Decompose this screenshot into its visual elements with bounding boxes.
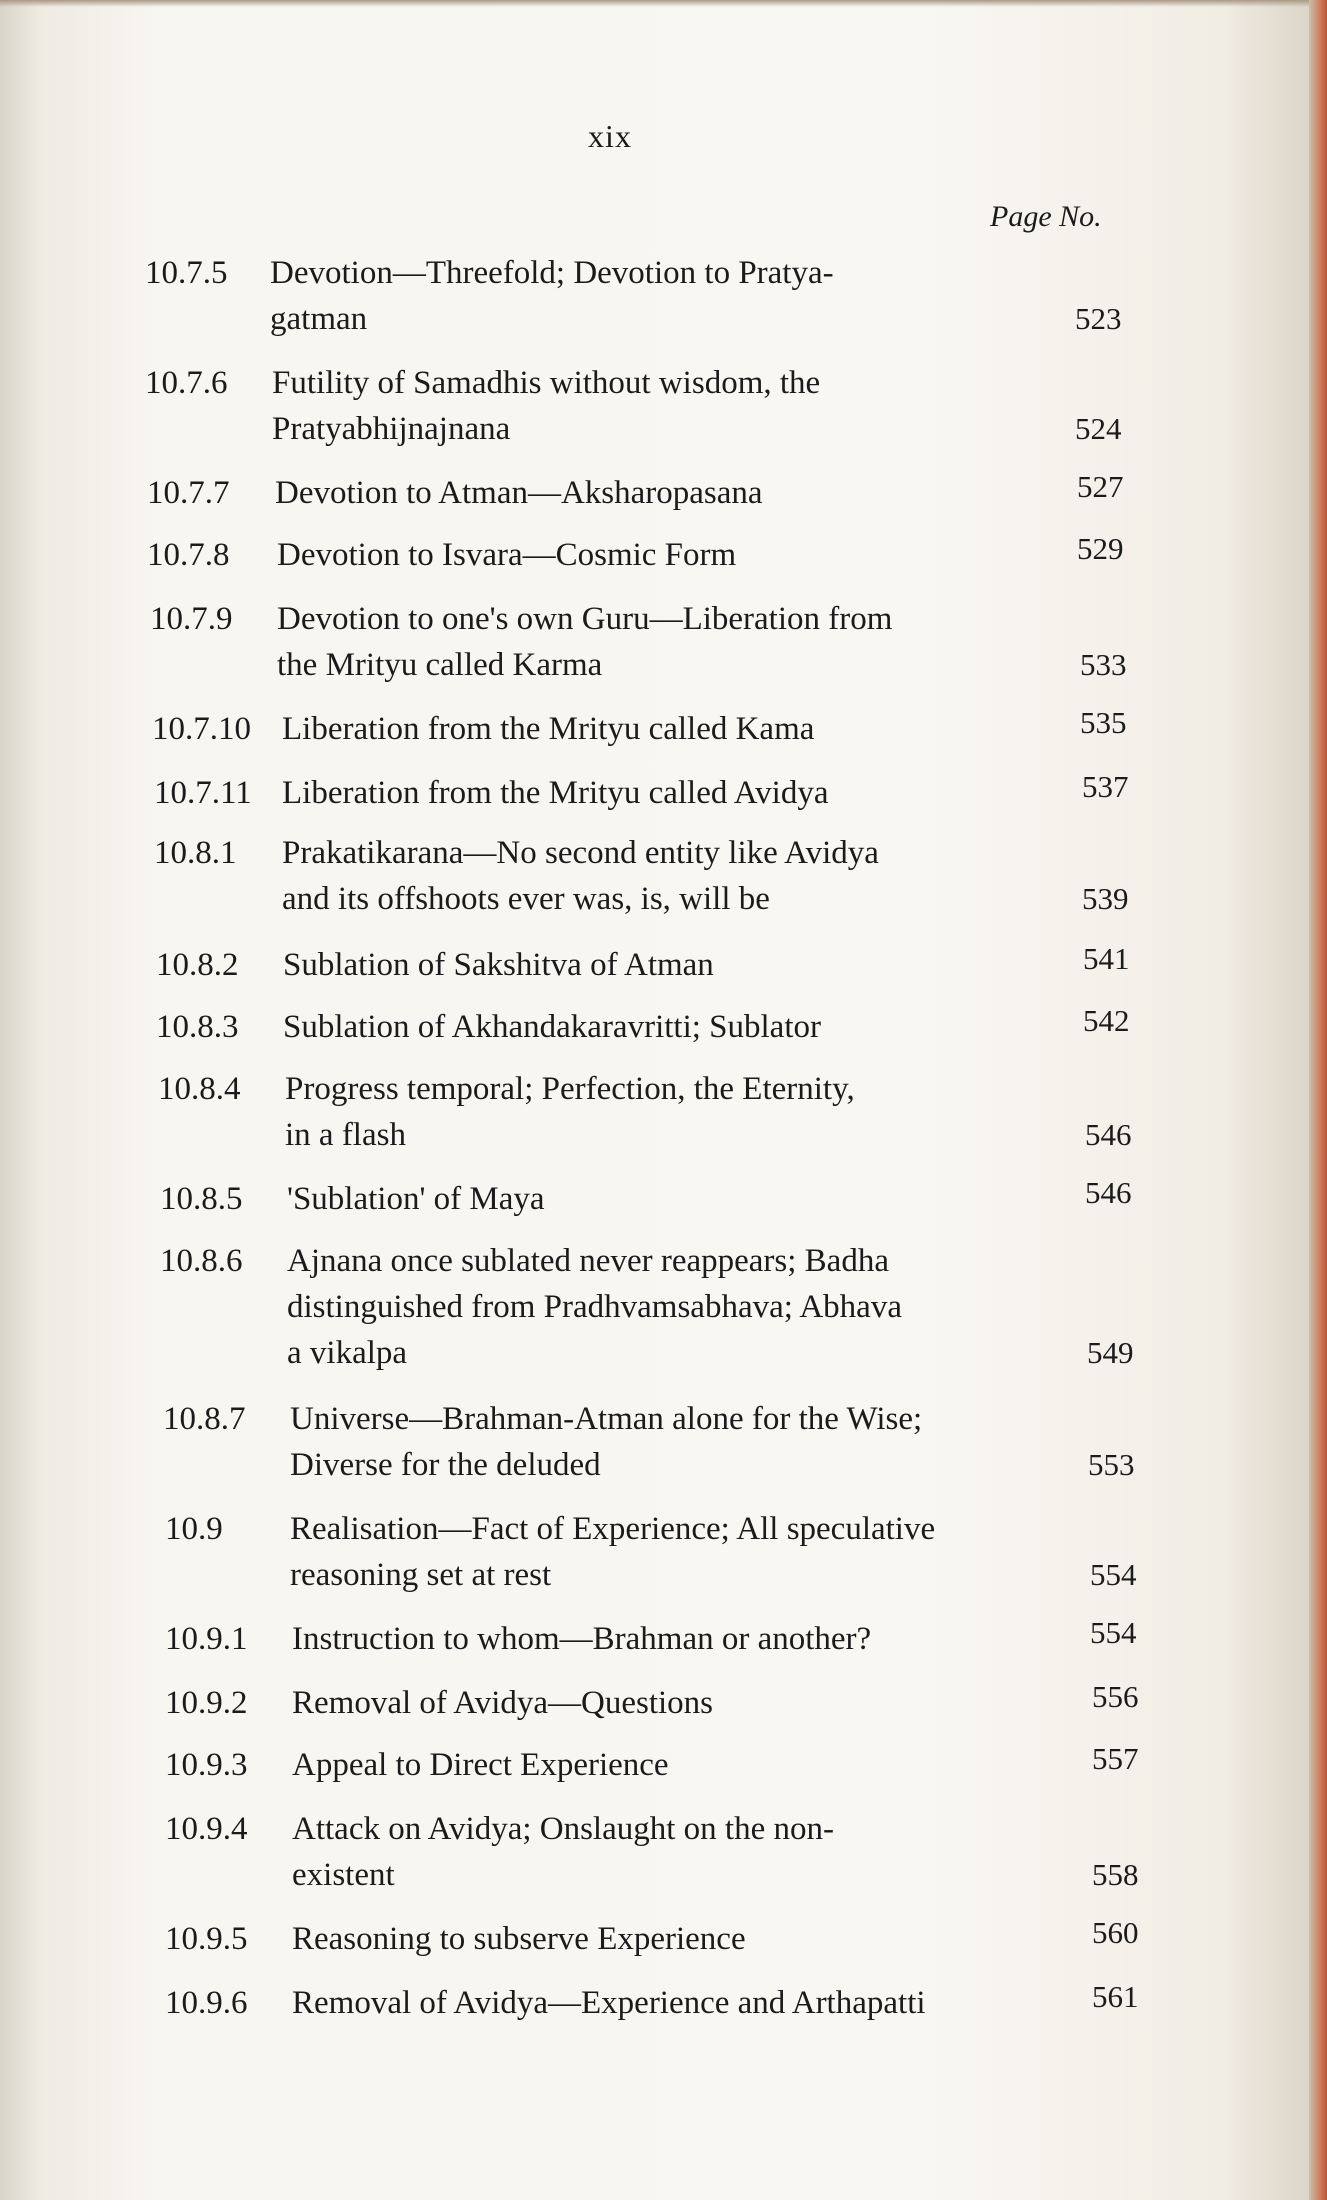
toc-entry-page: 557	[1092, 1741, 1139, 1776]
toc-entry-title	[287, 1238, 902, 1376]
toc-entry-page: 546	[1085, 1117, 1132, 1152]
toc-entry-title-line: Instruction to whom—Brahman or another?	[292, 1621, 872, 1657]
toc-entry-number: 10.8.6	[160, 1243, 243, 1279]
toc-entry-title	[292, 1616, 871, 1662]
toc-entry-title-line: Liberation from the Mrityu called Avidya	[282, 775, 829, 811]
page-number: xix	[588, 118, 632, 154]
toc-entry-title-line: reasoning set at rest	[290, 1557, 552, 1593]
toc-entry-title-line: Devotion—Threefold; Devotion to Pratya-	[270, 255, 834, 291]
toc-entry-title	[275, 470, 763, 516]
toc-entry-page: 523	[1075, 301, 1122, 336]
toc-entry-number: 10.9	[165, 1511, 223, 1547]
toc-entry-page: 553	[1088, 1447, 1135, 1482]
toc-entry-page: 541	[1083, 941, 1130, 976]
toc-entry-number: 10.9.5	[165, 1921, 248, 1957]
toc-entry-title-line: in a flash	[285, 1117, 406, 1153]
toc-entry-title-line: Removal of Avidya—Experience and Arthapatti	[292, 1985, 926, 2021]
toc-entry-title-line: Realisation—Fact of Experience; All speculative	[290, 1511, 936, 1547]
toc-entry-title-line: Devotion to Isvara—Cosmic Form	[277, 537, 737, 573]
toc-entry-number: 10.7.10	[152, 711, 251, 747]
toc-entry-title	[282, 706, 814, 752]
toc-entry-title-line: Sublation of Sakshitva of Atman	[283, 947, 714, 983]
toc-entry-number: 10.8.7	[163, 1401, 246, 1437]
toc-entry-number: 10.8.5	[160, 1181, 243, 1217]
toc-entry-title-line: Removal of Avidya—Questions	[292, 1685, 714, 1721]
toc-entry-number: 10.7.8	[147, 537, 230, 573]
toc-entry-title	[272, 360, 820, 452]
toc-entry-title	[277, 532, 736, 578]
toc-entry-title	[292, 1980, 926, 2026]
toc-entry-title-line: Diverse for the deluded	[290, 1447, 601, 1483]
toc-entry-title-line: Sublation of Akhandakaravritti; Sublator	[283, 1009, 821, 1045]
toc-entry-title-line: Progress temporal; Perfection, the Eternity,	[285, 1071, 855, 1107]
toc-entry-title-line: Pratyabhijnajnana	[272, 411, 511, 447]
toc-entry-title-line: a vikalpa	[287, 1335, 408, 1371]
toc-entry-number: 10.7.9	[150, 601, 233, 637]
toc-entry-title-line: Universe—Brahman-Atman alone for the Wise;	[290, 1401, 923, 1437]
toc-entry-page: 529	[1077, 531, 1124, 566]
page-number-column-header: Page No.	[990, 200, 1102, 233]
toc-entry-number: 10.7.5	[145, 255, 228, 291]
toc-entry-page: 537	[1082, 769, 1129, 804]
toc-entry-number: 10.7.11	[154, 775, 252, 811]
toc-entry-number: 10.8.4	[158, 1071, 241, 1107]
toc-entry-title	[277, 596, 892, 688]
toc-entry-title-line: Liberation from the Mrityu called Kama	[282, 711, 815, 747]
toc-entry-title-line: the Mrityu called Karma	[277, 647, 603, 683]
toc-entry-page: 556	[1092, 1679, 1139, 1714]
toc-entry-title	[292, 1806, 834, 1898]
toc-entry-title	[270, 250, 834, 342]
toc-entry-number: 10.9.4	[165, 1811, 248, 1847]
toc-entry-title	[292, 1916, 746, 1962]
toc-entry-page: 535	[1080, 705, 1127, 740]
toc-entry-number: 10.7.7	[147, 475, 230, 511]
toc-entry-page: 554	[1090, 1557, 1137, 1592]
toc-entry-number: 10.9.2	[165, 1685, 248, 1721]
toc-entry-title	[292, 1742, 669, 1788]
toc-entry-number: 10.8.1	[154, 835, 237, 871]
toc-entry-page: 533	[1080, 647, 1127, 682]
toc-entry-title-line: Appeal to Direct Experience	[292, 1747, 669, 1783]
toc-entry-page: 549	[1087, 1335, 1134, 1370]
toc-entry-number: 10.8.2	[156, 947, 239, 983]
toc-entry-title	[287, 1176, 545, 1222]
toc-entry-title	[283, 1004, 821, 1050]
toc-entry-page: 558	[1092, 1857, 1139, 1892]
toc-entry-title-line: Devotion to Atman—Aksharopasana	[275, 475, 763, 511]
toc-entry-page: 539	[1082, 881, 1129, 916]
toc-entry-title-line: Ajnana once sublated never reappears; Badha	[287, 1243, 889, 1279]
toc-entry-page: 560	[1092, 1915, 1139, 1950]
toc-entry-page: 542	[1083, 1003, 1130, 1038]
toc-entry-title-line: Reasoning to subserve Experience	[292, 1921, 746, 1957]
toc-entry-title-line: and its offshoots ever was, is, will be	[282, 881, 770, 917]
toc-entry-title-line: Futility of Samadhis without wisdom, the	[272, 365, 821, 401]
toc-entry-title	[292, 1680, 713, 1726]
toc-entry-title-line: existent	[292, 1857, 395, 1893]
toc-entry-page: 527	[1077, 469, 1124, 504]
toc-entry-title-line: gatman	[270, 301, 368, 337]
toc-entry-title	[282, 830, 879, 922]
toc-entry-title	[282, 770, 828, 816]
toc-entry-title	[290, 1506, 935, 1598]
toc-entry-number: 10.7.6	[145, 365, 228, 401]
toc-entry-title-line: Attack on Avidya; Onslaught on the non-	[292, 1811, 834, 1847]
toc-entry-page: 524	[1075, 411, 1122, 446]
toc-entry-number: 10.8.3	[156, 1009, 239, 1045]
toc-entry-number: 10.9.6	[165, 1985, 248, 2021]
toc-entry-title-line: Prakatikarana—No second entity like Avidya	[282, 835, 879, 871]
toc-entry-title	[290, 1396, 922, 1488]
toc-entry-title-line: 'Sublation' of Maya	[287, 1181, 545, 1217]
toc-entry-number: 10.9.3	[165, 1747, 248, 1783]
toc-entry-title	[285, 1066, 855, 1158]
toc-entry-page: 561	[1092, 1979, 1139, 2014]
toc-entry-title-line: distinguished from Pradhvamsabhava; Abhava	[287, 1289, 902, 1325]
toc-entry-title-line: Devotion to one's own Guru—Liberation from	[277, 601, 893, 637]
toc-entry-page: 546	[1085, 1175, 1132, 1210]
toc-entry-page: 554	[1090, 1615, 1137, 1650]
toc-entry-title	[283, 942, 714, 988]
toc-entry-number: 10.9.1	[165, 1621, 248, 1657]
